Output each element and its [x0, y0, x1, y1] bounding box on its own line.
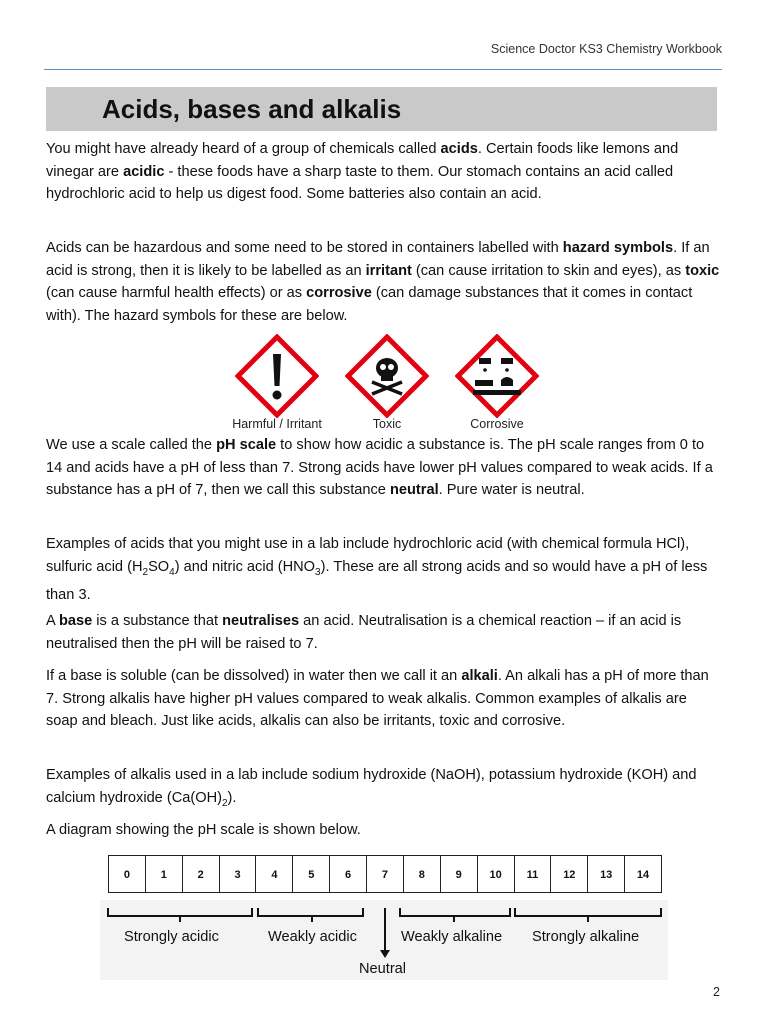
- ph-cell-7: 7: [366, 855, 404, 893]
- hazard-corrosive: [442, 334, 552, 431]
- ph-cell-8: 8: [403, 855, 441, 893]
- skull-crossbones-icon: [345, 334, 429, 418]
- ph-scale-bar: [108, 855, 661, 895]
- hazard-symbols: [222, 334, 552, 434]
- hazard-toxic: [332, 334, 442, 431]
- page-title: Acids, bases and alkalis: [102, 94, 402, 124]
- corrosive-icon: [455, 334, 539, 418]
- hazard-harmful: [222, 334, 332, 431]
- ph-cell-1: 1: [145, 855, 183, 893]
- hazard-label: Harmful / Irritant: [232, 417, 322, 431]
- range-strongly-alkaline: Strongly alkaline: [532, 929, 640, 945]
- ph-cell-4: 4: [255, 855, 293, 893]
- range-strongly-acidic: Strongly acidic: [124, 929, 219, 945]
- page-number: 2: [713, 985, 720, 999]
- neutral-label: Neutral: [359, 961, 407, 977]
- paragraph-alkali-examples: Examples of alkalis used in a lab include sodium hydroxide (NaOH), potassium hydroxide (KOH) and calcium hydroxide $(Ca(OH)_2)$.: [46, 767, 697, 809]
- ph-cell-6: 6: [329, 855, 367, 893]
- paragraph-hazards: Acids can be hazardous and some need to be stored in containers labelled with hazard symbols. If an acid is strong, then it is likely to be labelled as an irritant (can cause irritation to skin and eyes), as toxic (can cause harmful health effects) or as corrosive (can damage substances that it comes in contact with). The hazard symbols for these are below.: [46, 240, 720, 324]
- hazard-label: Toxic: [372, 417, 402, 431]
- range-weakly-acidic: Weakly acidic: [268, 929, 357, 945]
- ph-cell-2: 2: [182, 855, 220, 893]
- ph-cell-9: 9: [440, 855, 478, 893]
- ph-cell-11: 11: [514, 855, 552, 893]
- ph-cell-13: 13: [587, 855, 625, 893]
- hazard-label: Corrosive: [470, 417, 524, 431]
- ph-cell-10: 10: [477, 855, 515, 893]
- running-header: Science Doctor KS3 Chemistry Workbook: [490, 42, 722, 56]
- title-bar: [46, 87, 717, 131]
- exclamation-icon: [235, 334, 319, 418]
- ph-cell-0: 0: [108, 855, 146, 893]
- paragraph-acids-intro: You might have already heard of a group of chemicals called acids. Certain foods like lemons and vinegar are acidic - these foods have a sharp taste to them. Our stomach contains an acid called hydrochloric acid to help us digest food. Some batteries also contain an acid.: [46, 141, 679, 203]
- ph-cell-12: 12: [550, 855, 588, 893]
- paragraph-alkali: If a base is soluble (can be dissolved) in water then we call it an alkali. An alkali has a pH of more than 7. Strong alkalis have higher pH values compared to weak alkalis. Common examples of alkalis are soap and bleach. Just like acids, alkalis can also be irritants, toxic and corrosive.: [46, 668, 709, 730]
- ph-cell-5: 5: [292, 855, 330, 893]
- paragraph-diagram-intro: A diagram showing the pH scale is shown below.: [46, 822, 361, 838]
- paragraph-base: A base is a substance that neutralises an acid. Neutralisation is a chemical reaction – if an acid is neutralised then the pH will be raised to 7.: [46, 613, 682, 652]
- paragraph-acid-examples: Examples of acids that you might use in a lab include hydrochloric acid (with chemical formula HCl), sulfuric acid $(H_2SO_4)$ and nitric acid $(HNO_3)$. These are all strong acids and so would have a pH of less than 3.: [46, 536, 708, 604]
- header-rule: [44, 69, 722, 70]
- paragraph-ph-scale: We use a scale called the pH scale to show how acidic a substance is. The pH scale ranges from 0 to 14 and acids have a pH of less than 7. Strong acids have lower pH values compared to weak acids. If a substance has a pH of 7, then we call this substance neutral. Pure water is neutral.: [46, 437, 713, 499]
- ph-cell-14: 14: [624, 855, 662, 893]
- range-weakly-alkaline: Weakly alkaline: [401, 929, 503, 945]
- ph-cell-3: 3: [219, 855, 257, 893]
